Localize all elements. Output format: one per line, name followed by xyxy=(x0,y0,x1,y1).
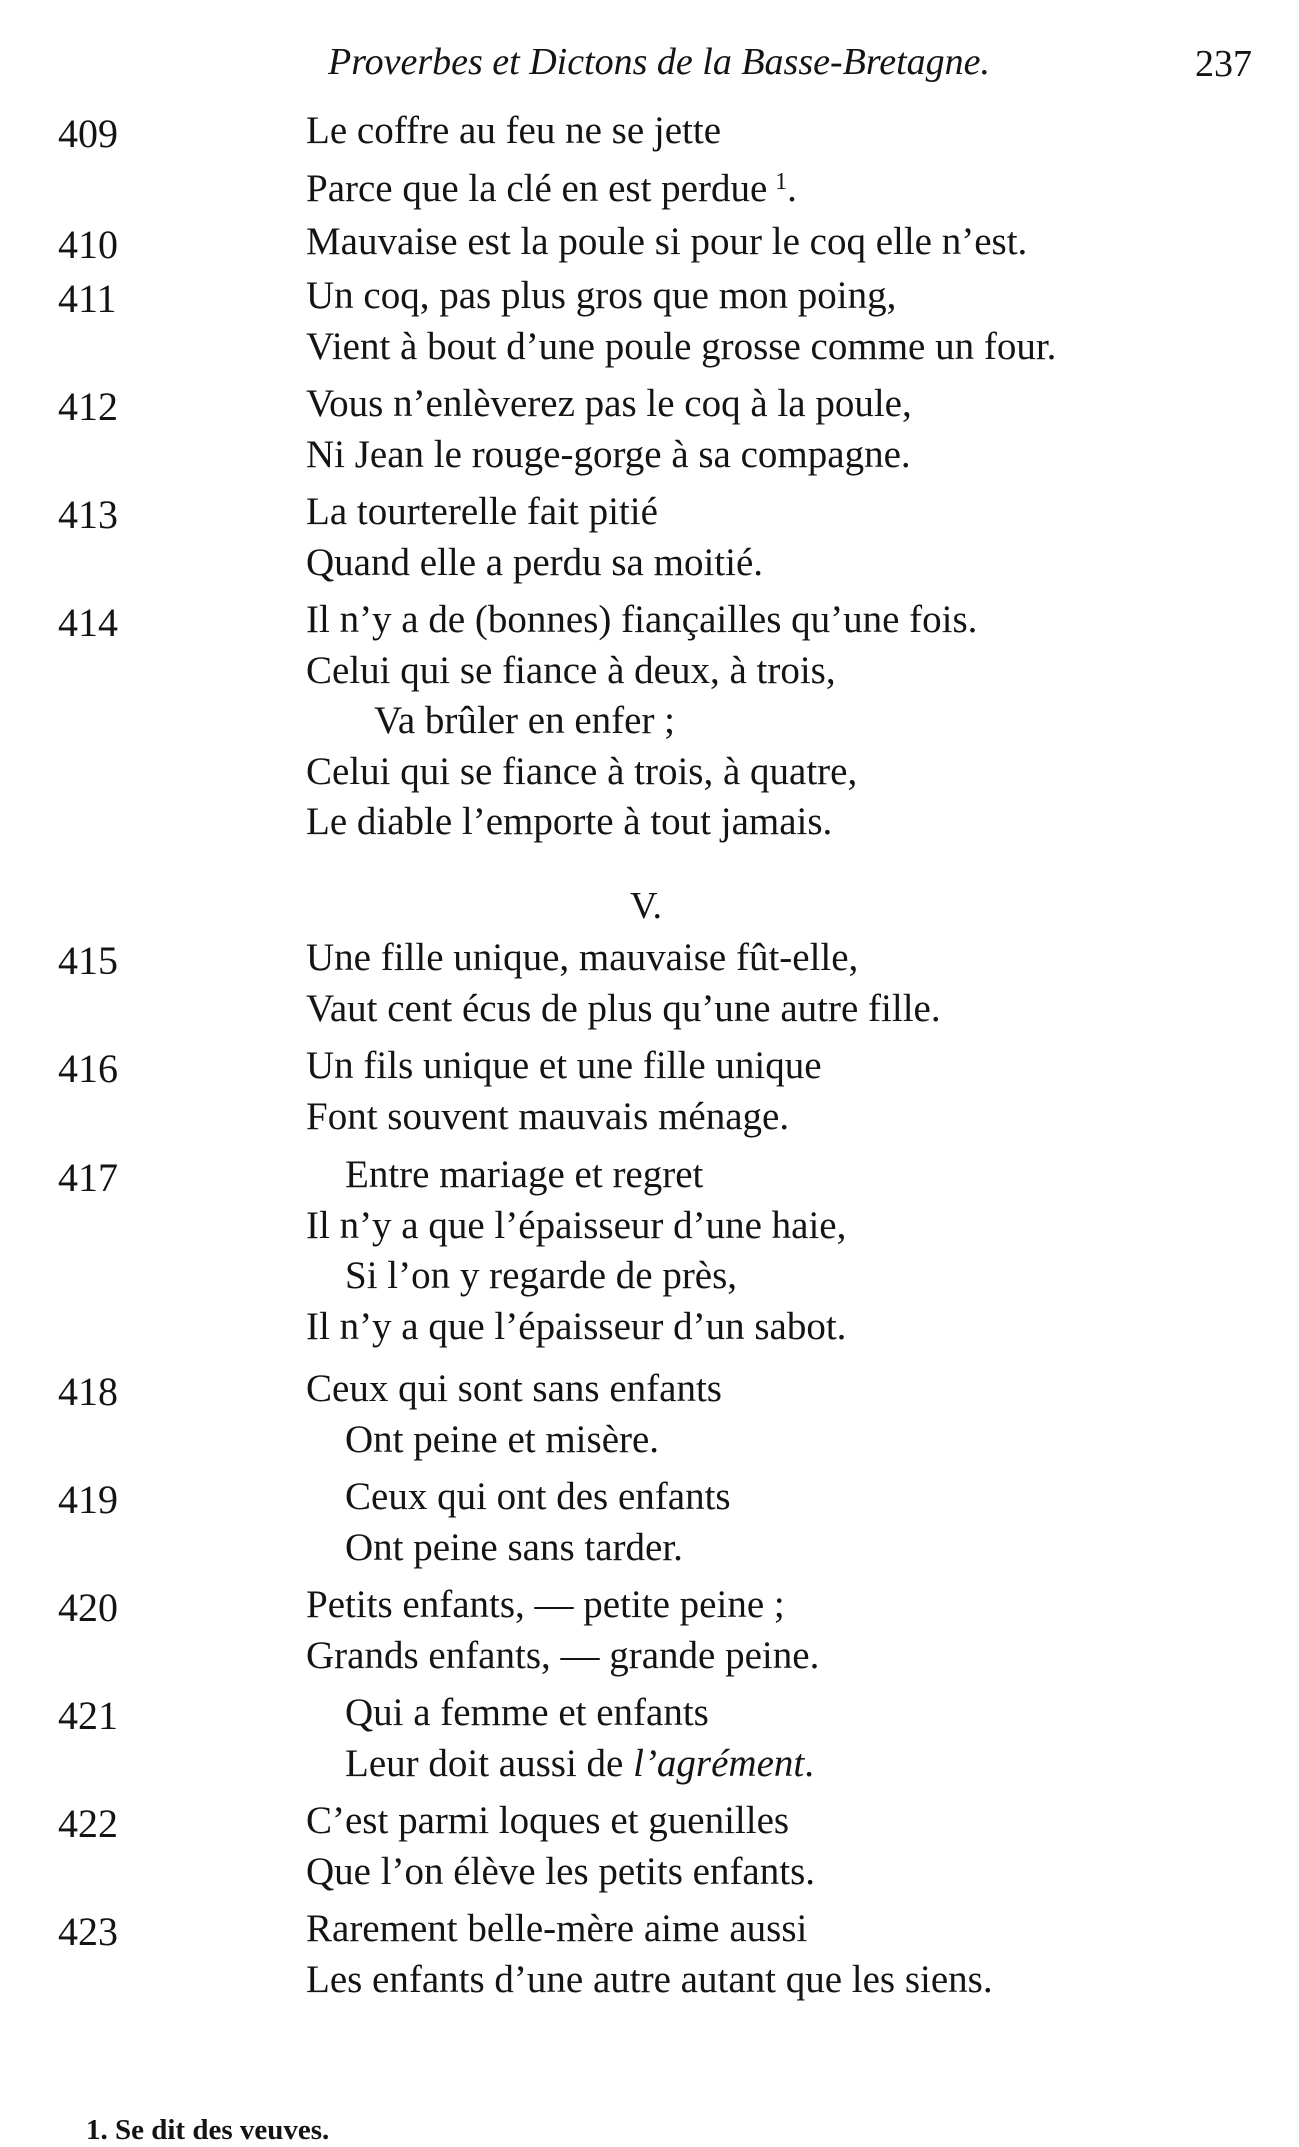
running-header-title: Proverbes et Dictons de la Basse-Bretagne. xyxy=(328,41,991,83)
proverb-line-text: Ont peine sans tarder. xyxy=(345,1525,683,1569)
proverb-entry xyxy=(0,1364,1299,1465)
proverb-number: 409 xyxy=(58,111,118,156)
proverb-entry xyxy=(0,1688,1299,1789)
proverb-line-text: Vaut cent écus de plus qu’une autre fille. xyxy=(306,986,941,1030)
proverb-line xyxy=(306,984,1299,1035)
proverb-line-text: Un fils unique et une fille unique xyxy=(306,1044,822,1087)
proverb-line xyxy=(306,1302,1299,1353)
proverb-line xyxy=(345,1472,1299,1523)
proverb-number: 421 xyxy=(58,1693,118,1738)
proverb-line-text: Va brûler en enfer ; xyxy=(374,699,676,742)
proverb-number: 413 xyxy=(58,492,118,537)
proverb-line xyxy=(306,217,1299,268)
proverb-number: 419 xyxy=(58,1477,118,1522)
proverb-entry xyxy=(0,933,1299,1034)
proverb-line-text: Un coq, pas plus gros que mon poing, xyxy=(306,274,897,317)
proverb-entry xyxy=(0,1150,1299,1352)
proverb-line-text: Grands enfants, — grande peine. xyxy=(306,1633,820,1677)
proverb-line-text: Quand elle a perdu sa moitié. xyxy=(306,540,764,584)
proverb-line xyxy=(306,933,1299,984)
proverb-line-text: Les enfants d’une autre autant que les siens. xyxy=(306,1957,993,2001)
proverb-line-text: Ceux qui ont des enfants xyxy=(345,1475,731,1518)
proverb-line xyxy=(306,1092,1299,1143)
proverb-line xyxy=(306,1041,1299,1092)
proverb-line-text: Celui qui se fiance à trois, à quatre, xyxy=(306,749,858,793)
proverb-line xyxy=(306,430,1299,481)
proverb-number: 411 xyxy=(58,276,117,321)
proverb-number: 420 xyxy=(58,1585,118,1630)
proverb-entry xyxy=(0,1904,1299,2005)
proverb-number: 422 xyxy=(58,1801,118,1846)
proverb-line xyxy=(345,1688,1299,1739)
proverb-line xyxy=(306,595,1299,646)
proverb-line-text: Le coffre au feu ne se jette xyxy=(306,109,722,152)
proverb-number: 418 xyxy=(58,1369,118,1414)
proverb-number: 414 xyxy=(58,600,118,645)
proverb-entry xyxy=(0,1041,1299,1142)
proverb-line-text: Font souvent mauvais ménage. xyxy=(306,1094,790,1138)
proverb-line xyxy=(306,1904,1299,1955)
proverb-entry xyxy=(0,217,1299,268)
proverb-line-text: Le diable l’emporte à tout jamais. xyxy=(306,800,833,843)
line-end-punctuation: . xyxy=(804,1741,814,1785)
proverb-entry xyxy=(0,271,1299,372)
proverb-entry xyxy=(0,487,1299,588)
proverb-number: 416 xyxy=(58,1046,118,1091)
proverb-line-text: Entre mariage et regret xyxy=(345,1153,704,1196)
line-end-punctuation: . xyxy=(787,166,797,210)
proverb-line xyxy=(345,1150,1299,1201)
proverb-line xyxy=(345,1523,1299,1574)
proverb-line-text: Il n’y a que l’épaisseur d’une haie, xyxy=(306,1203,847,1247)
proverb-line xyxy=(345,1251,1299,1302)
footnote xyxy=(86,2114,329,2147)
proverb-number: 417 xyxy=(58,1155,118,1200)
proverb-line xyxy=(374,696,1299,747)
proverb-line-text: Ont peine et misère. xyxy=(345,1417,660,1461)
proverb-line xyxy=(306,797,1299,848)
proverb-line-text: C’est parmi loques et guenilles xyxy=(306,1799,790,1842)
proverb-line-text: Si l’on y regarde de près, xyxy=(345,1254,738,1297)
proverb-line-text: Mauvaise est la poule si pour le coq elle n’est. xyxy=(306,220,1028,263)
proverb-number: 412 xyxy=(58,384,118,429)
proverb-line-text: La tourterelle fait pitié xyxy=(306,490,658,533)
proverb-line-text: Vous n’enlèverez pas le coq à la poule, xyxy=(306,382,912,425)
proverb-line xyxy=(345,1739,1299,1790)
proverb-entry xyxy=(0,379,1299,480)
section-heading: V. xyxy=(630,885,663,927)
proverb-line xyxy=(306,1847,1299,1898)
proverb-line-text: Ceux qui sont sans enfants xyxy=(306,1367,722,1410)
proverb-line xyxy=(306,1580,1299,1631)
proverb-line xyxy=(306,379,1299,430)
proverb-entry xyxy=(0,106,1299,214)
proverb-line-text: Celui qui se fiance à deux, à trois, xyxy=(306,648,836,692)
proverb-line xyxy=(306,1796,1299,1847)
italic-emphasis: l’agrément xyxy=(633,1741,805,1785)
proverb-line xyxy=(306,271,1299,322)
proverb-line xyxy=(306,157,1299,215)
proverb-line xyxy=(306,1201,1299,1252)
proverb-line xyxy=(345,1415,1299,1466)
footnote-text: Se dit des veuves. xyxy=(115,2114,330,2146)
proverb-line xyxy=(306,106,1299,157)
proverb-line xyxy=(306,487,1299,538)
proverb-line xyxy=(306,1364,1299,1415)
proverb-line-text: Il n’y a que l’épaisseur d’un sabot. xyxy=(306,1304,847,1348)
proverb-line-text: Vient à bout d’une poule grosse comme un four. xyxy=(306,324,1057,368)
proverb-line-text: Petits enfants, — petite peine ; xyxy=(306,1583,785,1626)
proverb-number: 410 xyxy=(58,222,118,267)
footnote-reference[interactable]: 1 xyxy=(775,168,788,195)
page-number: 237 xyxy=(1195,43,1252,85)
proverb-entry xyxy=(0,595,1299,848)
proverb-line xyxy=(306,322,1299,373)
proverb-number: 415 xyxy=(58,938,118,983)
proverb-line-text: Une fille unique, mauvaise fût-elle, xyxy=(306,936,859,979)
proverb-number: 423 xyxy=(58,1909,118,1954)
proverb-line-text: Leur doit aussi de xyxy=(345,1741,634,1785)
proverb-line-text: Qui a femme et enfants xyxy=(345,1691,709,1734)
proverb-line xyxy=(306,1631,1299,1682)
footnote-mark: 1. xyxy=(86,2114,108,2146)
proverb-line xyxy=(306,1955,1299,2006)
proverb-entry xyxy=(0,1796,1299,1897)
proverb-entry xyxy=(0,1580,1299,1681)
proverb-line xyxy=(306,646,1299,697)
proverb-line-text: Il n’y a de (bonnes) fiançailles qu’une fois. xyxy=(306,598,978,641)
proverb-line xyxy=(306,747,1299,798)
proverb-line-text: Ni Jean le rouge-gorge à sa compagne. xyxy=(306,432,911,476)
proverb-line-text: Parce que la clé en est perdue xyxy=(306,166,768,210)
proverb-line-text: Rarement belle-mère aime aussi xyxy=(306,1907,808,1950)
proverb-entry xyxy=(0,1472,1299,1573)
proverb-line-text: Que l’on élève les petits enfants. xyxy=(306,1849,815,1893)
proverb-line xyxy=(306,538,1299,589)
